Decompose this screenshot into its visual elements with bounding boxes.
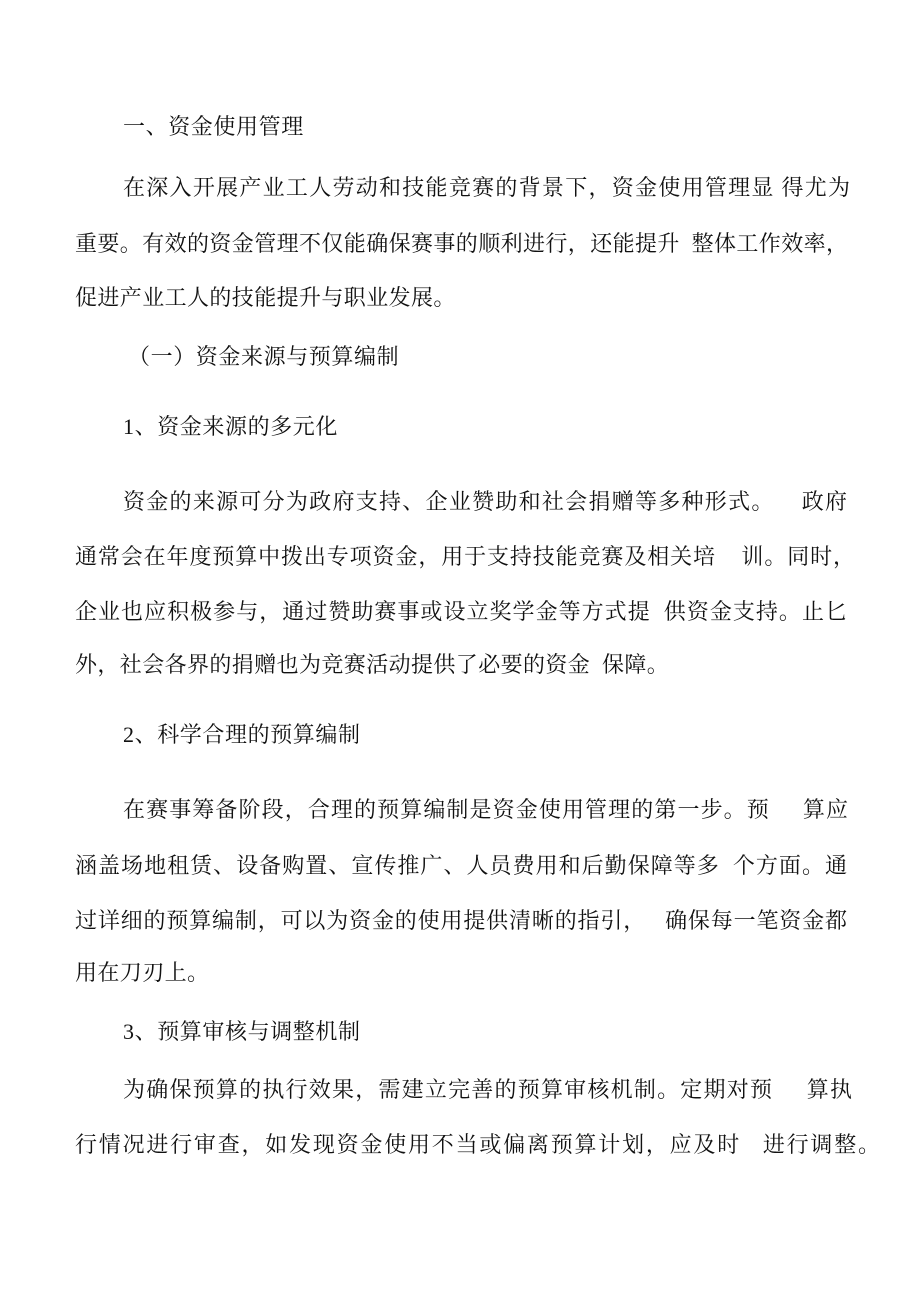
- paragraph-line: 企业也应积极参与，通过赞助赛事或设立奖学金等方式提 供资金支持。止匕: [75, 599, 847, 624]
- section-title: 一、资金使用管理: [123, 114, 304, 139]
- subsection-title: （一）资金来源与预算编制: [128, 344, 400, 369]
- paragraph-line: 涵盖场地租赁、设备购置、宣传推广、人员费用和后勤保障等多 个方面。通: [75, 853, 847, 878]
- paragraph-line: 通常会在年度预算中拨出专项资金，用于支持技能竞赛及相关培 训。同时，: [75, 544, 855, 569]
- item-title: 1、资金来源的多元化: [123, 414, 339, 439]
- item-title: 3、预算审核与调整机制: [123, 1019, 361, 1044]
- paragraph-line: 在赛事筹备阶段，合理的预算编制是资金使用管理的第一步。预 算应: [123, 797, 848, 822]
- paragraph-line: 外，社会各界的捐赠也为竞赛活动提供了必要的资金 保障。: [75, 652, 670, 677]
- paragraph-line: 为确保预算的执行效果，需建立完善的预算审核机制。定期对预 算执: [123, 1077, 852, 1102]
- paragraph-line: 在深入开展产业工人劳动和技能竞赛的背景下，资金使用管理显 得尤为: [123, 175, 850, 200]
- paragraph-line: 资金的来源可分为政府支持、企业赞助和社会捐赠等多种形式。 政府: [123, 489, 847, 514]
- paragraph-line: 行情况进行审查，如发现资金使用不当或偏离预算计划，应及时 进行调整。: [75, 1132, 880, 1157]
- paragraph-line: 用在刀刃上。: [75, 960, 210, 985]
- paragraph-line: 促进产业工人的技能提升与职业发展。: [75, 285, 456, 310]
- paragraph-line: 过详细的预算编制，可以为资金的使用提供清晰的指引， 确保每一笔资金都: [75, 908, 847, 933]
- item-title: 2、科学合理的预算编制: [123, 722, 361, 747]
- paragraph-line: 重要。有效的资金管理不仅能确保赛事的顺利进行，还能提升 整体工作效率，: [75, 231, 848, 256]
